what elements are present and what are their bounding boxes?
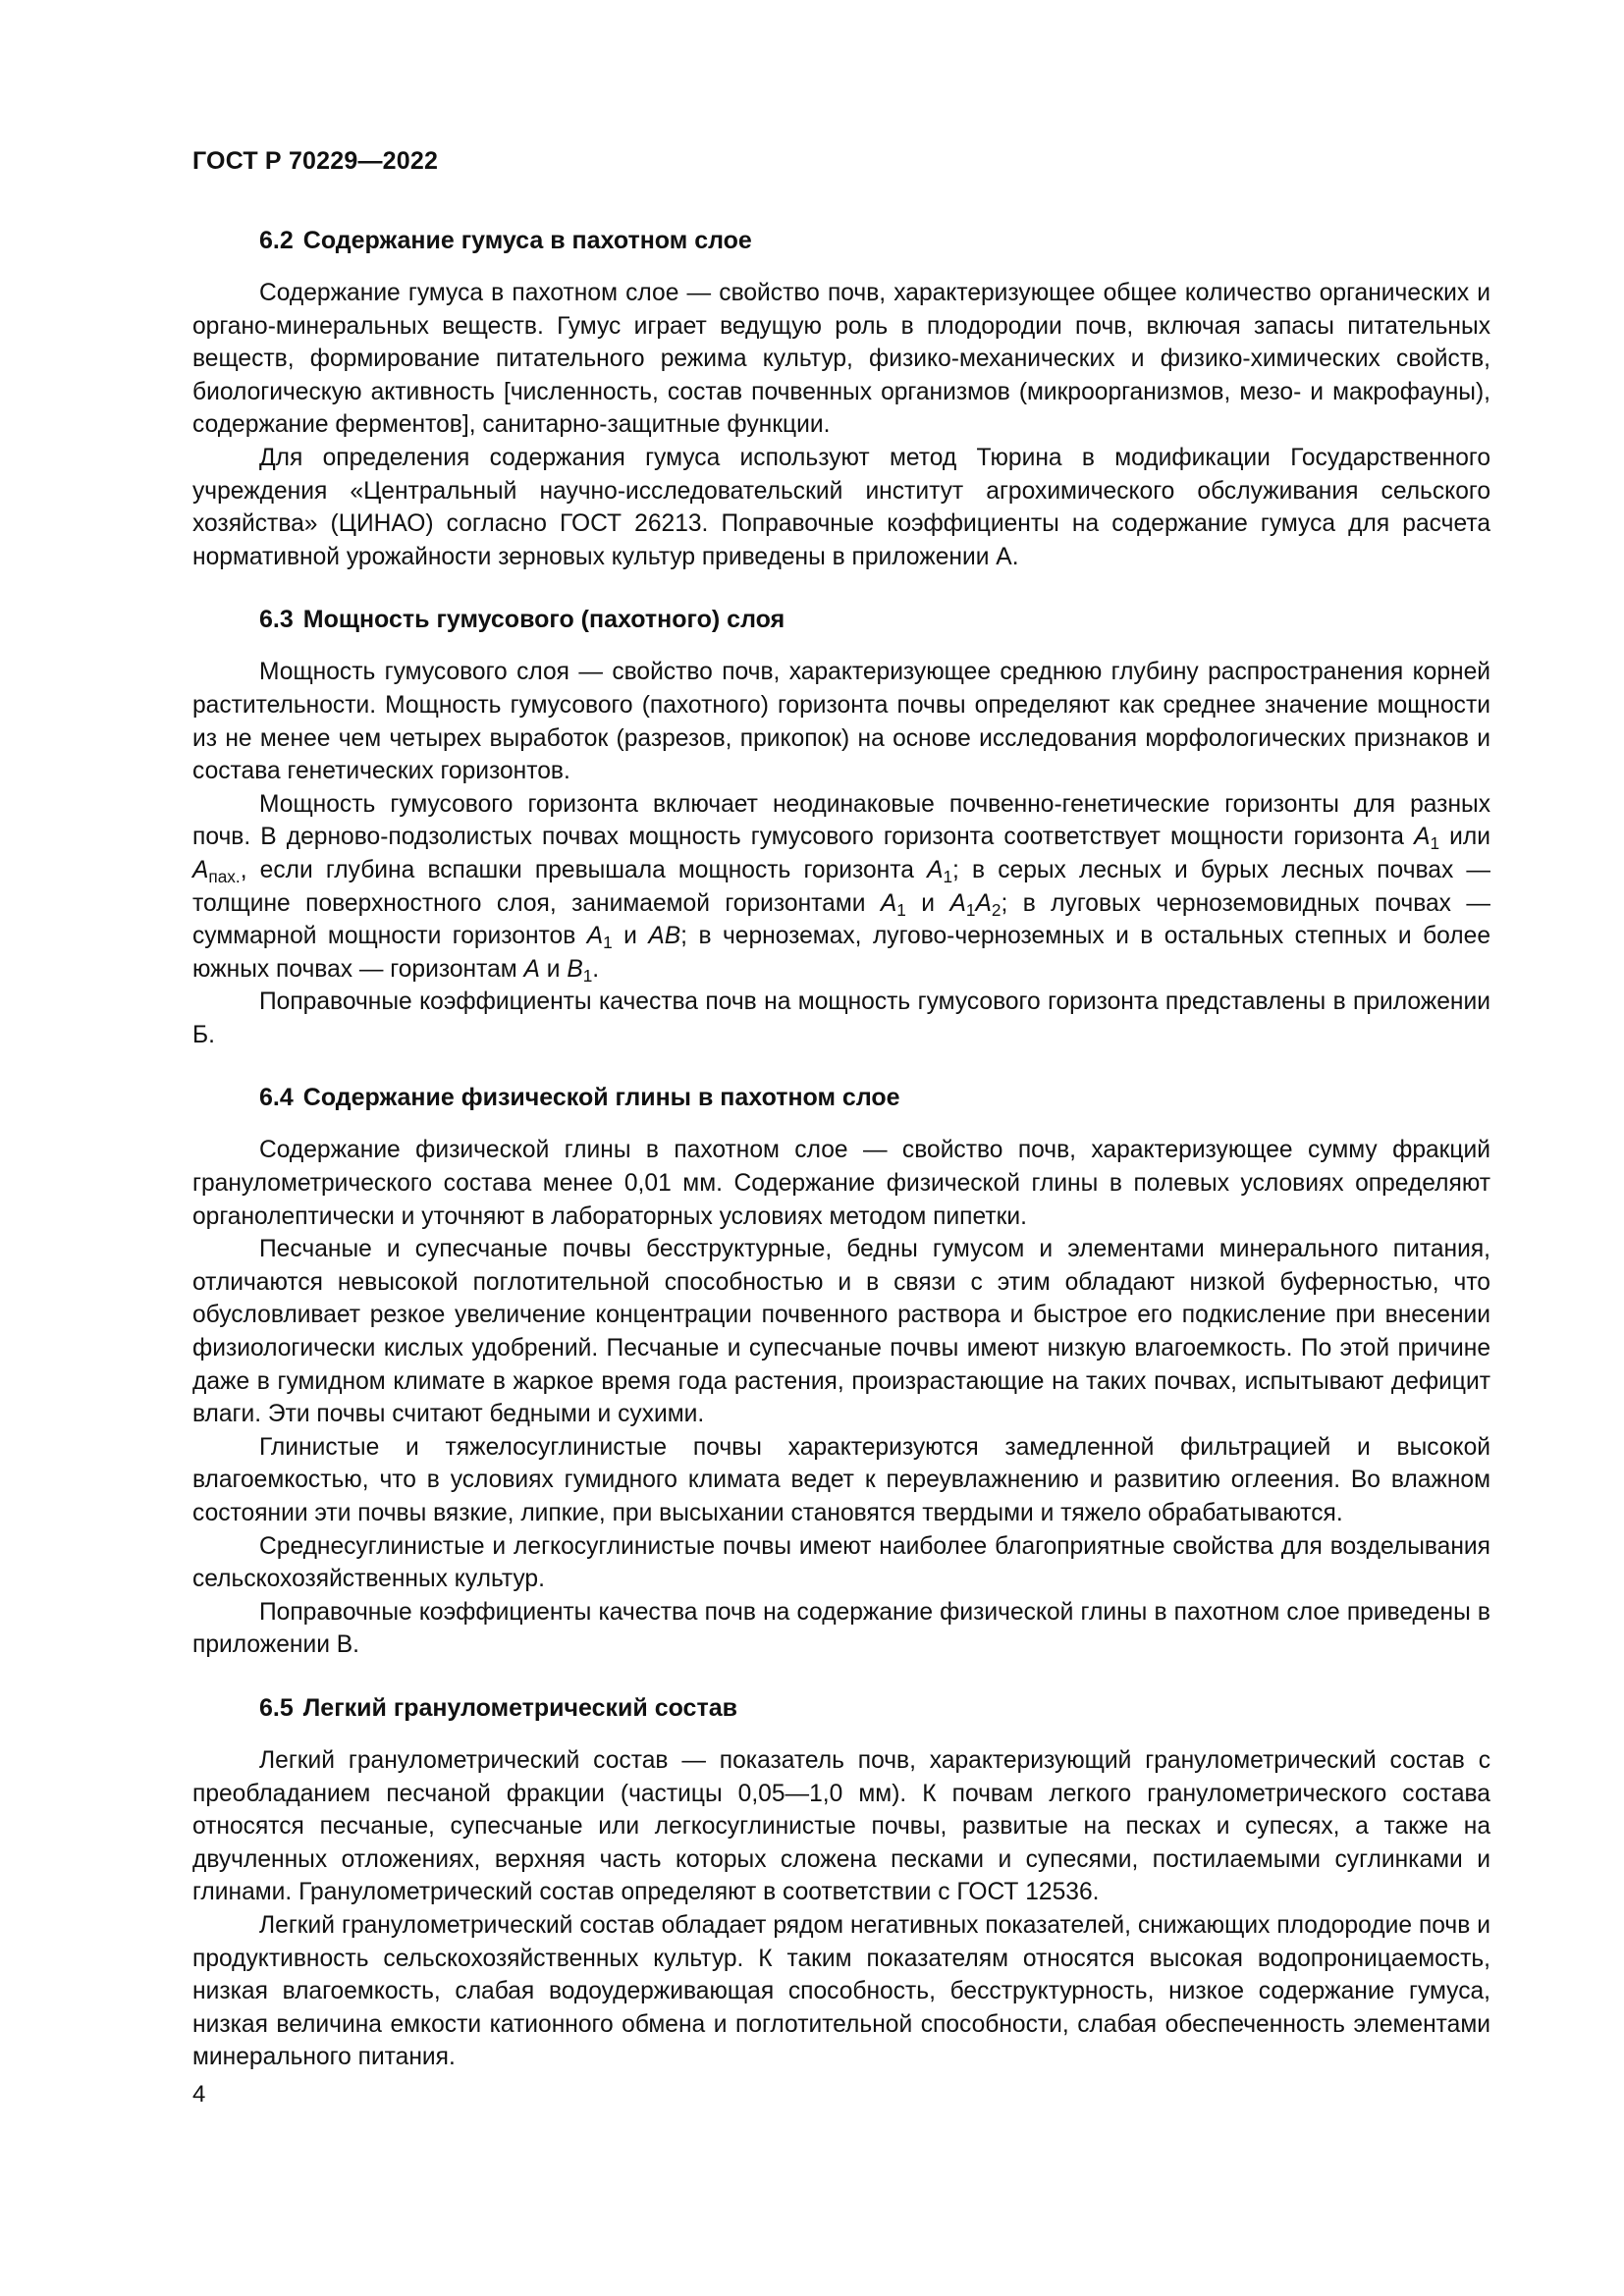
section-6-4 — [192, 1081, 1490, 1662]
section-number: 6.5 — [259, 1693, 294, 1722]
paragraph: Поправочные коэффициенты качества почв на содержание физической глины в пахотном слое приведены в приложении В. — [192, 1598, 1490, 1659]
paragraph: Легкий гранулометрический состав — показатель почв, характеризующий гранулометрический состав с преобладанием песчаной фракции (частицы 0,05—1,0 мм). К почвам легкого гранулометрического состава относятся песчаные, супесчаные или легкосуглинистые почвы, развитые на песках и супесях, а также на двучленных отложениях, верхняя часть которых сложена песками и супесями, постилаемыми суглинками и глинами. Гранулометрический состав определяют в соответствии с ГОСТ 12536. — [192, 1746, 1490, 1906]
paragraph: Песчаные и супесчаные почвы бесструктурные, бедны гумусом и элементами минерального питания, отличаются невысокой поглотительной способностью и в связи с этим обладают низкой буферностью, что обусловливает резкое увеличение концентрации почвенного раствора и быстрое его подкисление при внесении физиологически кислых удобрений. Песчаные и супесчаные почвы имеют низкую влагоемкость. По этой причине даже в гумидном климате в жаркое время года растения, произрастающие на таких почвах, испытывают дефицит влаги. Эти почвы считают бедными и сухими. — [192, 1236, 1490, 1428]
paragraph: Мощность гумусового слоя — свойство почв, характеризующее среднюю глубину распространения корней растительности. Мощность гумусового (пахотного) горизонта почвы определяют как среднее значение мощности из не менее чем четырех выработок (разрезов, прикопок) на основе исследования морфологических признаков и состава генетических горизонтов. — [192, 659, 1490, 785]
section-number: 6.2 — [259, 227, 294, 254]
page-number: 4 — [192, 2081, 206, 2108]
paragraph: Среднесуглинистые и легкосуглинистые почвы имеют наиболее благоприятные свойства для возделывания сельскохозяйственных культур. — [192, 1532, 1490, 1593]
paragraph: Легкий гранулометрический состав обладает рядом негативных показателей, снижающих плодородие почв и продуктивность сельскохозяйственных культур. К таким показателям относятся высокая водопроницаемость, низкая влагоемкость, слабая водоудерживающая способность, бесструктурность, низкое содержание гумуса, низкая величина емкости катионного обмена и поглотительной способности, слабая обеспеченность элементами минерального питания. — [192, 1911, 1490, 2071]
paragraph-horizons: Мощность гумусового горизонта включает неодинаковые почвенно-генетические горизонты для разных почв. В дерново-подзолистых почвах мощность гумусового горизонта соответствует мощности горизонта $А_1$ или $А_{пах.}$, если глубина вспашки превышала мощность горизонта $А_1$; в серых лесных и бурых лесных почвах — толщине поверхностного слоя, занимаемой горизонтами $А_1$ и $А_1А_2$; в луговых черноземовидных почвах — суммарной мощности горизонтов $А_1$ и АВ; в черноземах, лугово-черноземных и в остальных степных и более южных почвах — горизонтам А и $В_1$. — [192, 790, 1491, 986]
section-title: Содержание гумуса в пахотном слое — [302, 227, 752, 254]
standard-code: ГОСТ Р 70229—2022 — [192, 147, 439, 175]
section-heading — [192, 224, 1490, 257]
section-6-3 — [192, 603, 1490, 1051]
section-6-2 — [192, 224, 1490, 573]
section-heading — [192, 603, 1490, 636]
section-heading — [192, 1081, 1490, 1114]
document-body — [192, 224, 1490, 2104]
section-heading — [192, 1691, 1490, 1725]
section-title: Легкий гранулометрический состав — [302, 1693, 737, 1722]
paragraph: Для определения содержания гумуса используют метод Тюрина в модификации Государственного учреждения «Центральный научно-исследовательский институт агрохимического обслуживания сельского хозяйства» (ЦИНАО) согласно ГОСТ 26213. Поправочные коэффициенты на содержание гумуса для расчета нормативной урожайности зерновых культур приведены в приложении А. — [192, 444, 1490, 570]
paragraph: Содержание физической глины в пахотном слое — свойство почв, характеризующее сумму фракций гранулометрического состава менее 0,01 мм. Содержание физической глины в полевых условиях определяют органолептически и уточняют в лабораторных условиях методом пипетки. — [192, 1137, 1490, 1230]
section-number: 6.4 — [259, 1084, 294, 1112]
paragraph: Содержание гумуса в пахотном слое — свойство почв, характеризующее общее количество органических и органо-минеральных веществ. Гумус играет ведущую роль в плодородии почв, включая запасы питательных веществ, формирование питательного режима культур, физико-механических и физико-химических свойств, биологическую активность [численность, состав почвенных организмов (микроорганизмов, мезо- и макрофауны), содержание ферментов], санитарно-защитные функции. — [192, 280, 1490, 439]
section-title: Содержание физической глины в пахотном слое — [302, 1084, 900, 1112]
section-number: 6.3 — [259, 606, 294, 634]
paragraph: Глинистые и тяжелосуглинистые почвы характеризуются замедленной фильтрацией и высокой влагоемкостью, что в условиях гумидного климата ведет к переувлажнению и развитию оглеения. Во влажном состоянии эти почвы вязкие, липкие, при высыхании становятся твердыми и тяжело обрабатываются. — [192, 1433, 1490, 1526]
section-6-5 — [192, 1691, 1490, 2074]
section-title: Мощность гумусового (пахотного) слоя — [302, 606, 785, 634]
paragraph: Поправочные коэффициенты качества почв на мощность гумусового горизонта представлены в приложении Б. — [192, 988, 1490, 1048]
